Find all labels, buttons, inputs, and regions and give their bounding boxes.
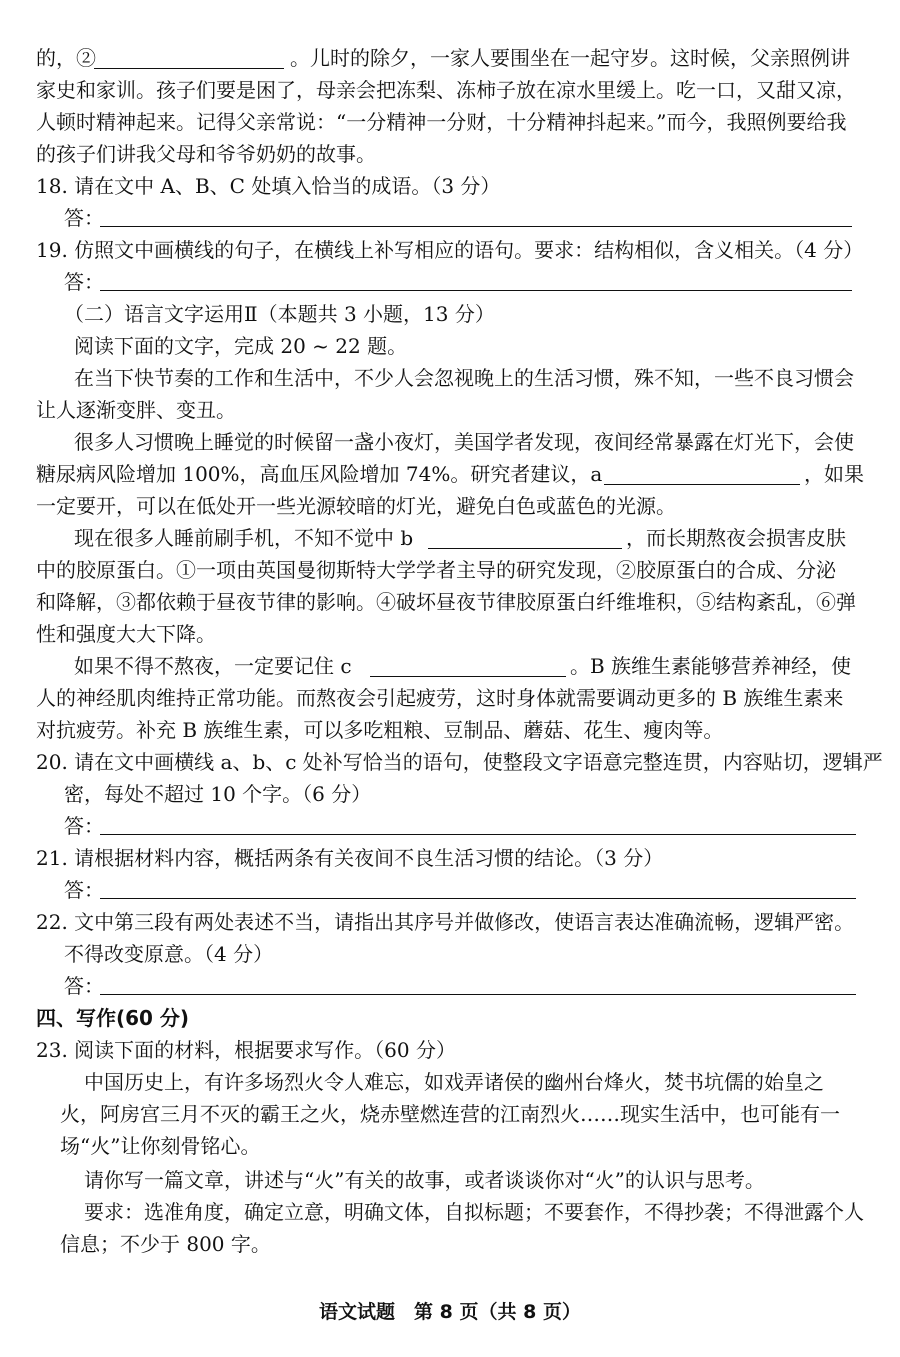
passage-p3-line-1-end: ，而长期熬夜会损害皮肤	[626, 526, 846, 550]
q18-answer-label: 答：	[64, 206, 104, 230]
material-line-2: 火，阿房宫三月不灭的霸王之火，烧赤壁燃连营的江南烈火……现实生活中，也可能有一	[60, 1102, 840, 1126]
section-4-title: 四、写作(60 分)	[36, 1006, 190, 1030]
intro-line-2: 家史和家训。孩子们要是困了，母亲会把冻梨、冻柿子放在凉水里缓上。吃一口，又甜又凉，	[36, 78, 856, 102]
passage-p2-line-2-start: 糖尿病风险增加 100%，高血压风险增加 74%。研究者建议，a	[36, 462, 603, 486]
passage-p4-line-1-start: 如果不得不熬夜，一定要记住 c	[74, 654, 352, 678]
passage-p3-line-1-start: 现在很多人睡前刷手机，不知不觉中 b	[74, 526, 414, 550]
passage-p2-line-2-end: ，如果	[804, 462, 864, 486]
material-line-1: 中国历史上，有许多场烈火令人难忘，如戏弄诸侯的幽州台烽火，焚书坑儒的始皇之	[84, 1070, 824, 1094]
blank-a[interactable]	[604, 462, 800, 485]
q21-answer-label: 答：	[64, 878, 104, 902]
writing-task: 请你写一篇文章，讲述与“火”有关的故事，或者谈谈你对“火”的认识与思考。	[84, 1168, 765, 1192]
question-22-line-2: 不得改变原意。（4 分）	[64, 942, 274, 966]
writing-requirements-line-2: 信息；不少于 800 字。	[60, 1232, 271, 1256]
intro-line-4: 的孩子们讲我父母和爷爷奶奶的故事。	[36, 142, 376, 166]
passage-p3-line-3: 和降解，③都依赖于昼夜节律的影响。④破坏昼夜节律胶原蛋白纤维堆积，⑤结构紊乱，⑥弹	[36, 590, 856, 614]
q21-answer-line[interactable]	[100, 898, 856, 899]
intro-line-3: 人顿时精神起来。记得父亲常说：“一分精神一分财，十分精神抖起来。”而今，我照例要给我	[36, 110, 847, 134]
blank-b[interactable]	[428, 526, 622, 549]
question-20-line-1: 20. 请在文中画横线 a、b、c 处补写恰当的语句，使整段文字语意完整连贯，内容贴切，逻辑严	[36, 750, 883, 774]
question-20-line-2: 密，每处不超过 10 个字。（6 分）	[64, 782, 372, 806]
passage-p4-line-1-end: 。B 族维生素能够营养神经，使	[570, 654, 852, 678]
passage-p3-line-2: 中的胶原蛋白。①一项由英国曼彻斯特大学学者主导的研究发现，②胶原蛋白的合成、分泌	[36, 558, 836, 582]
question-19: 19. 仿照文中画横线的句子，在横线上补写相应的语句。要求：结构相似，含义相关。（4 分）	[36, 238, 864, 262]
passage-p3-line-4: 性和强度大大下降。	[36, 622, 216, 646]
intro-line-1-end: 。儿时的除夕，一家人要围坐在一起守岁。这时候，父亲照例讲	[290, 46, 850, 70]
intro-line-1-start: 的，②	[36, 46, 96, 70]
question-18: 18. 请在文中 A、B、C 处填入恰当的成语。（3 分）	[36, 174, 501, 198]
passage-p1-line-1: 在当下快节奏的工作和生活中，不少人会忽视晚上的生活习惯，殊不知，一些不良习惯会	[74, 366, 854, 390]
q19-answer-line[interactable]	[100, 290, 852, 291]
passage-p2-line-3: 一定要开，可以在低处开一些光源较暗的灯光，避免白色或蓝色的光源。	[36, 494, 676, 518]
blank-2[interactable]	[94, 46, 284, 69]
passage-p1-line-2: 让人逐渐变胖、变丑。	[36, 398, 236, 422]
blank-c[interactable]	[370, 654, 566, 677]
q18-answer-line[interactable]	[100, 226, 852, 227]
passage-p4-line-3: 对抗疲劳。补充 B 族维生素，可以多吃粗粮、豆制品、蘑菇、花生、瘦肉等。	[36, 718, 724, 742]
q19-answer-label: 答：	[64, 270, 104, 294]
passage-p2-line-1: 很多人习惯晚上睡觉的时候留一盏小夜灯，美国学者发现，夜间经常暴露在灯光下，会使	[74, 430, 854, 454]
writing-requirements-line-1: 要求：选准角度，确定立意，明确文体，自拟标题；不要套作，不得抄袭；不得泄露个人	[84, 1200, 864, 1224]
question-21: 21. 请根据材料内容，概括两条有关夜间不良生活习惯的结论。（3 分）	[36, 846, 664, 870]
section-2-title: （二）语言文字运用Ⅱ（本题共 3 小题，13 分）	[64, 302, 495, 326]
q22-answer-label: 答：	[64, 974, 104, 998]
material-line-3: 场“火”让你刻骨铭心。	[60, 1134, 261, 1158]
q22-answer-line[interactable]	[100, 994, 856, 995]
section-2-instruction: 阅读下面的文字，完成 20 ~ 22 题。	[74, 334, 408, 358]
page-footer: 语文试题 第 8 页（共 8 页）	[319, 1301, 581, 1323]
question-23: 23. 阅读下面的材料，根据要求写作。（60 分）	[36, 1038, 456, 1062]
q20-answer-label: 答：	[64, 814, 104, 838]
passage-p4-line-2: 人的神经肌肉维持正常功能。而熬夜会引起疲劳，这时身体就需要调动更多的 B 族维生素来	[36, 686, 844, 710]
question-22-line-1: 22. 文中第三段有两处表述不当，请指出其序号并做修改，使语言表达准确流畅，逻辑严密。	[36, 910, 855, 934]
q20-answer-line[interactable]	[100, 834, 856, 835]
